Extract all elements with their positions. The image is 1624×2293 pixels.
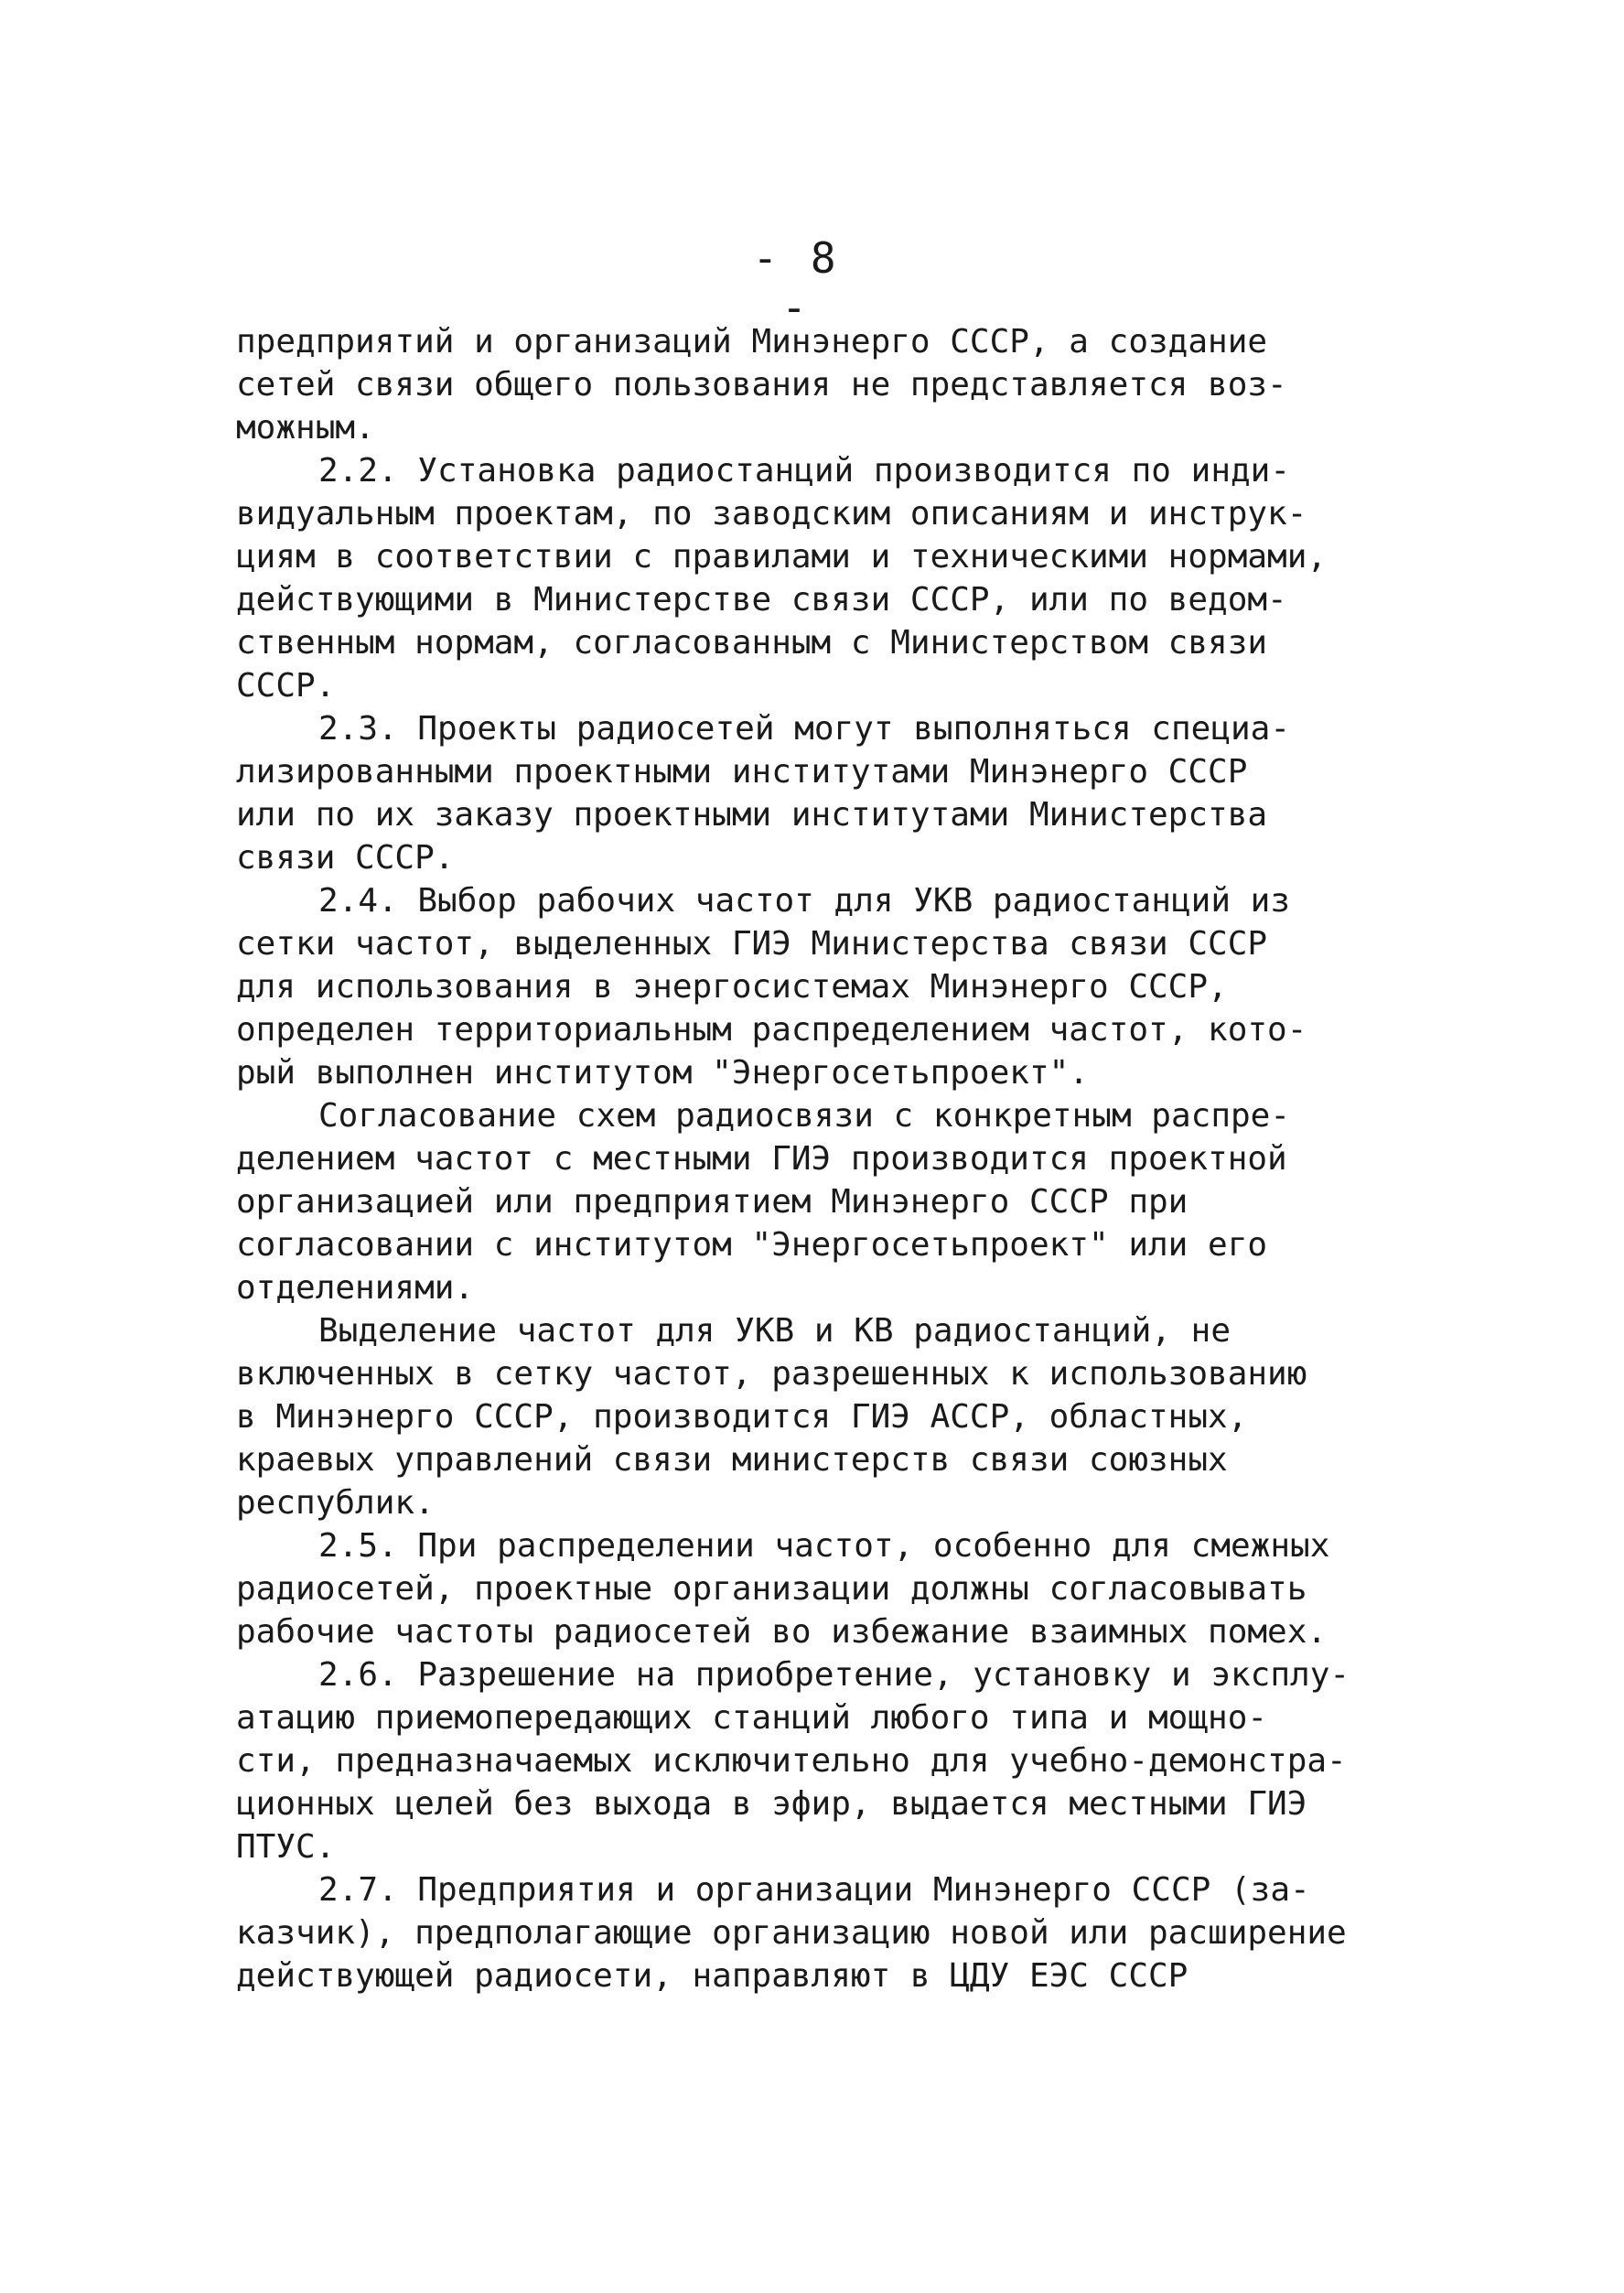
text-line: действующими в Министерстве связи СССР, или по ведом-: [236, 581, 1287, 619]
text-line: связи СССР.: [236, 839, 455, 877]
text-line: краевых управлений связи министерств связи союзных: [236, 1441, 1228, 1479]
text-line: предприятий и организаций Минэнерго СССР, а создание: [236, 323, 1268, 361]
text-line: рабочие частоты радиосетей во избежание взаимных помех.: [236, 1613, 1328, 1651]
text-line: Выделение частот для УКВ и КВ радиостанций, не: [318, 1312, 1231, 1350]
text-line: СССР.: [236, 667, 336, 705]
text-line: или по их заказу проектными институтами Министерства: [236, 796, 1268, 834]
text-line: определен территориальным распределением частот, кото-: [236, 1011, 1307, 1049]
text-line: 2.7. Предприятия и организации Минэнерго СССР (за-: [318, 1871, 1310, 1909]
text-line: республик.: [236, 1484, 435, 1522]
text-line: атацию приемопередающих станций любого типа и мощно-: [236, 1699, 1268, 1737]
text-line: отделениями.: [236, 1269, 475, 1307]
text-line: можным.: [236, 409, 375, 447]
text-line: ственным нормам, согласованным с Министерством связи: [236, 624, 1268, 662]
text-line: циям в соответствии с правилами и техническими нормами,: [236, 538, 1328, 576]
text-line: рый выполнен институтом "Энергосетьпроект".: [236, 1054, 1089, 1092]
text-line: казчик), предполагающие организацию новой или расширение: [236, 1914, 1347, 1952]
text-line: Согласование схем радиосвязи с конкретным распре-: [318, 1097, 1291, 1135]
text-line: организацией или предприятием Минэнерго СССР при: [236, 1183, 1188, 1221]
text-line: 2.6. Разрешение на приобретение, установку и эксплу-: [318, 1656, 1350, 1694]
text-line: 2.2. Установка радиостанций производится по инди-: [318, 452, 1291, 490]
text-line: сетей связи общего пользования не представляется воз-: [236, 366, 1287, 404]
page-number: - 8 -: [752, 233, 840, 332]
text-line: в Минэнерго СССР, производится ГИЭ АССР, областных,: [236, 1398, 1248, 1436]
text-line: ционных целей без выхода в эфир, выдается местными ГИЭ: [236, 1785, 1307, 1823]
text-line: 2.4. Выбор рабочих частот для УКВ радиостанций из: [318, 882, 1291, 920]
text-line: для использования в энергосистемах Минэнерго СССР,: [236, 968, 1228, 1006]
text-line: делением частот с местными ГИЭ производится проектной: [236, 1140, 1287, 1178]
text-line: включенных в сетку частот, разрешенных к использованию: [236, 1355, 1307, 1393]
text-line: действующей радиосети, направляют в ЦДУ ЕЭС СССР: [236, 1957, 1188, 1995]
text-line: сти, предназначаемых исключительно для учебно-демонстра-: [236, 1742, 1347, 1780]
text-line: 2.3. Проекты радиосетей могут выполняться специа-: [318, 710, 1291, 748]
text-line: видуальным проектам, по заводским описаниям и инструк-: [236, 495, 1307, 533]
text-line: лизированными проектными институтами Минэнерго СССР: [236, 753, 1248, 791]
text-line: 2.5. При распределении частот, особенно для смежных: [318, 1527, 1330, 1565]
text-line: ПТУС.: [236, 1828, 336, 1866]
body-text: [236, 320, 1398, 1997]
text-line: радиосетей, проектные организации должны согласовывать: [236, 1570, 1307, 1608]
text-line: сетки частот, выделенных ГИЭ Министерства связи СССР: [236, 925, 1268, 963]
text-line: согласовании с институтом "Энергосетьпроект" или его: [236, 1226, 1268, 1264]
